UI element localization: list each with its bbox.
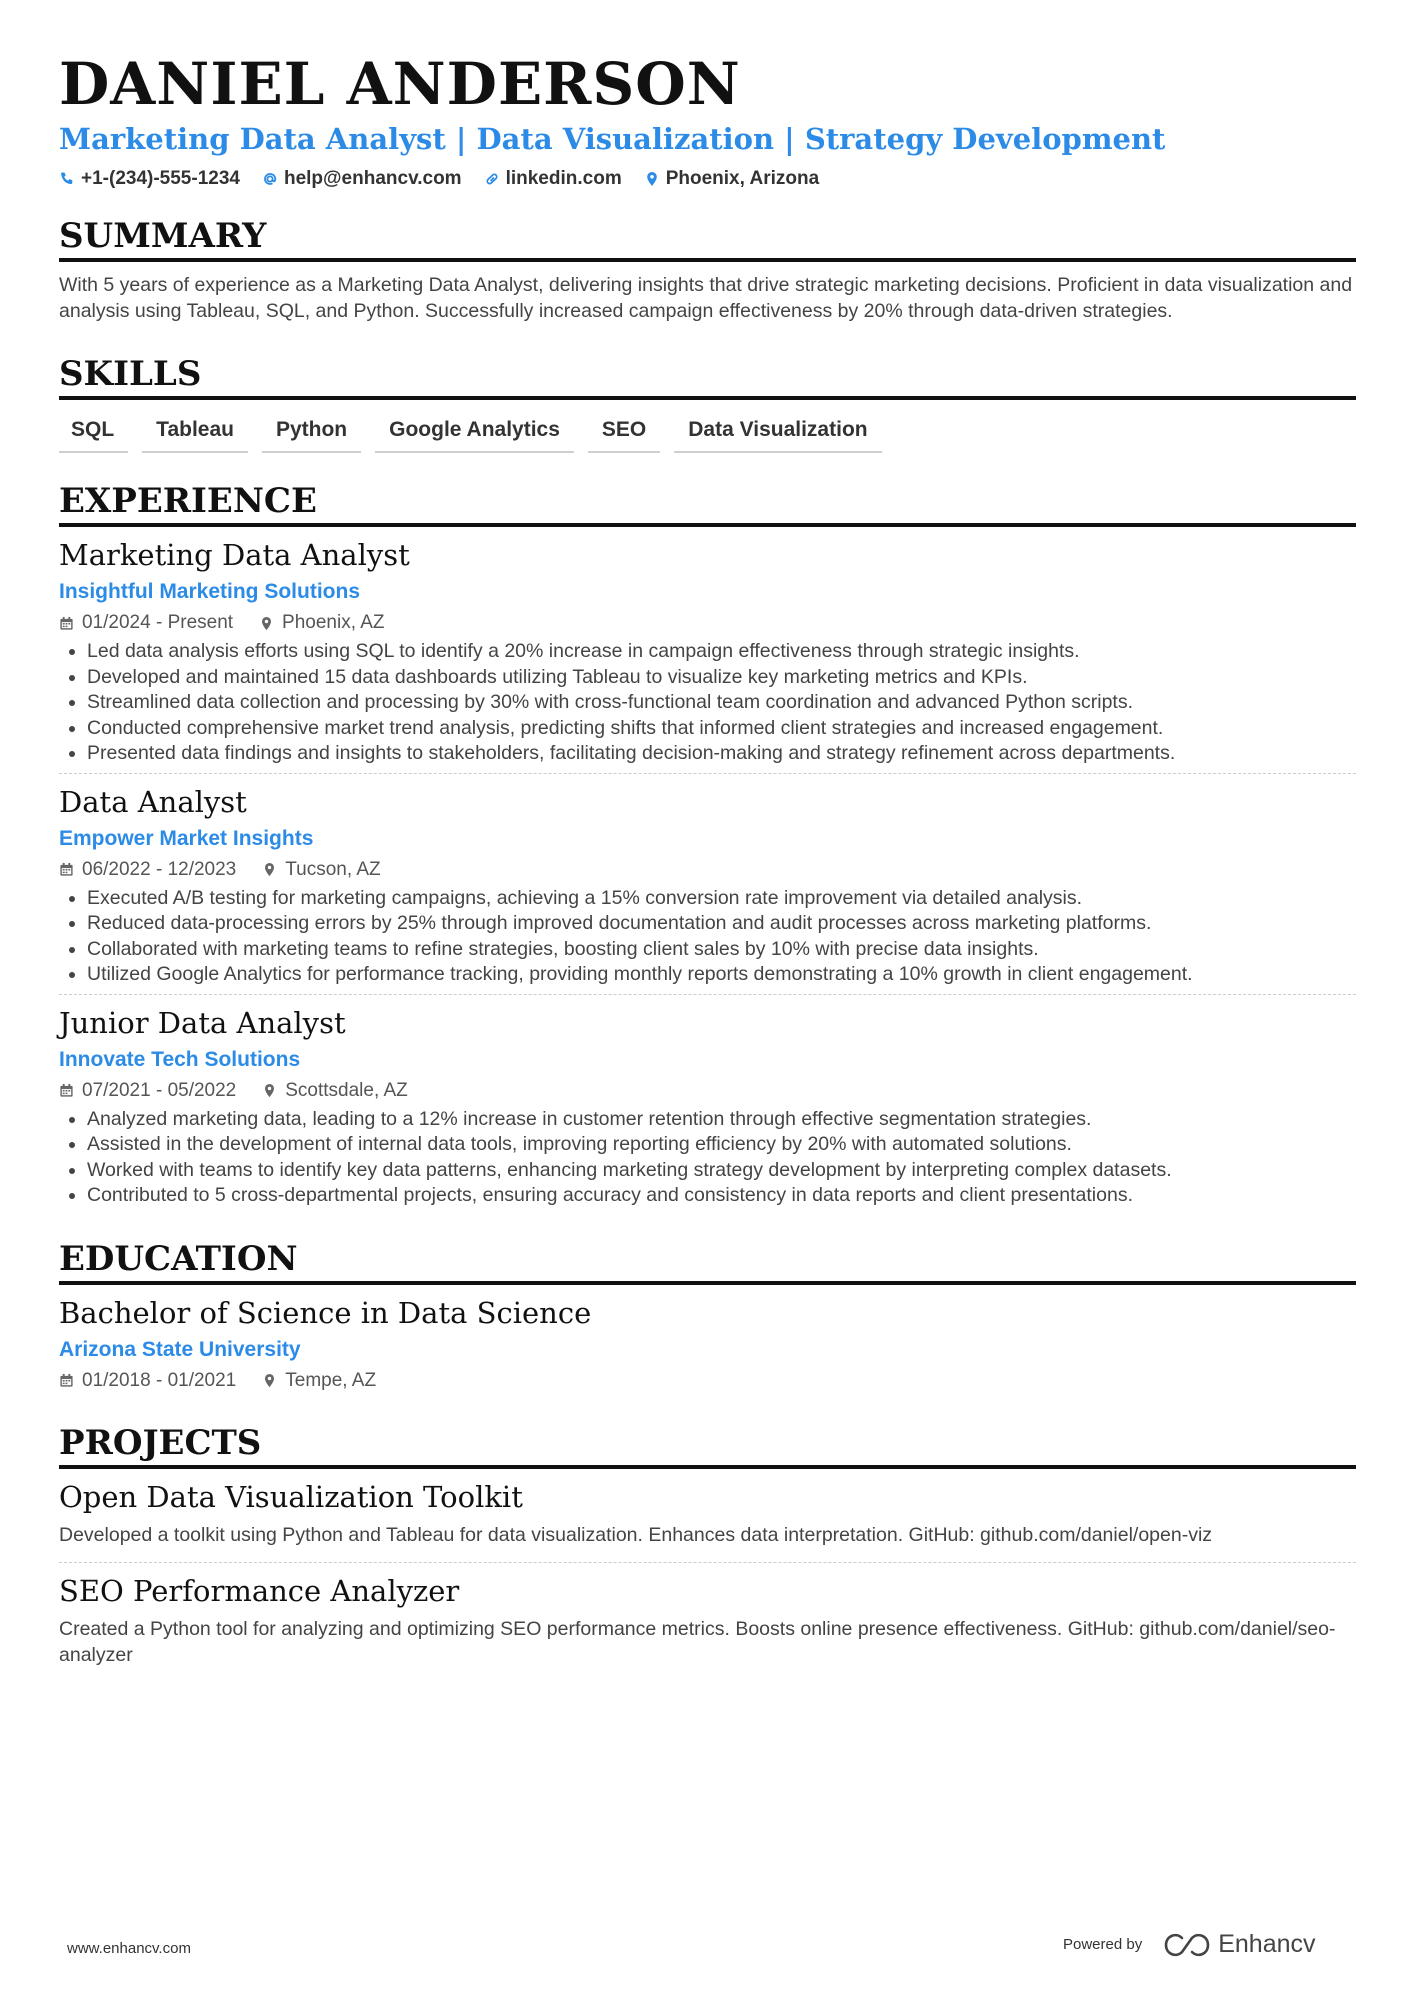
email-text: help@enhancv.com bbox=[283, 168, 462, 189]
phone-text: +1-(234)-555-1234 bbox=[81, 168, 240, 189]
contact-phone[interactable] bbox=[59, 168, 240, 190]
experience-entry bbox=[59, 527, 1356, 773]
bullet-item: • Assisted in the development of internal data tools, improving reporting efficiency by 20% with automated solutions. bbox=[87, 1132, 1356, 1158]
bullet-item: • Utilized Google Analytics for performance tracking, providing monthly reports demonstrating a 10% growth in client engagement. bbox=[87, 962, 1356, 988]
location-pin-icon bbox=[259, 616, 274, 631]
job-title: Data Analyst bbox=[59, 784, 247, 819]
job-location: Tucson, AZ bbox=[285, 858, 381, 880]
job-bullets bbox=[59, 639, 1356, 767]
bullet-item: • Led data analysis efforts using SQL to identify a 20% increase in campaign effectiveness through strategic insights. bbox=[87, 639, 1356, 665]
education-location: Tempe, AZ bbox=[285, 1369, 377, 1391]
job-meta bbox=[59, 1077, 1356, 1105]
project-entry bbox=[59, 1562, 1356, 1682]
contact-row bbox=[59, 168, 1356, 190]
phone-icon bbox=[59, 171, 75, 187]
enhancv-logo bbox=[1164, 1930, 1315, 1959]
job-meta bbox=[59, 609, 1356, 637]
powered-by-label: Powered by bbox=[1063, 1936, 1143, 1953]
skill-tag: Tableau bbox=[142, 414, 248, 453]
linkedin-text: linkedin.com bbox=[505, 168, 622, 189]
footer-website[interactable]: www.enhancv.com bbox=[67, 1940, 191, 1957]
candidate-name: DANIEL ANDERSON bbox=[59, 50, 741, 118]
education-meta bbox=[59, 1367, 1356, 1395]
location-pin-icon bbox=[262, 1373, 277, 1388]
job-dates: 01/2024 - Present bbox=[82, 612, 234, 633]
summary-text: With 5 years of experience as a Marketing Data Analyst, delivering insights that drive strategic marketing decisions. Proficient in data visualization and analysis using Tableau, SQL, and Python. Successfully increased campaign effectiveness by 20% through data-driven strategies. bbox=[59, 274, 1353, 322]
skills-section bbox=[59, 354, 1356, 453]
location-text: Phoenix, Arizona bbox=[665, 168, 820, 189]
experience-entry bbox=[59, 994, 1356, 1215]
education-entry bbox=[59, 1285, 1356, 1401]
bullet-item: • Presented data findings and insights to stakeholders, facilitating decision-making and strategy refinement across departments. bbox=[87, 741, 1356, 767]
section-title-education: EDUCATION bbox=[59, 1239, 1356, 1285]
calendar-icon bbox=[59, 616, 74, 631]
bullet-item: • Executed A/B testing for marketing campaigns, achieving a 15% conversion rate improvement via detailed analysis. bbox=[87, 886, 1356, 912]
job-location: Phoenix, AZ bbox=[282, 612, 385, 633]
job-title: Junior Data Analyst bbox=[59, 1005, 346, 1040]
project-title: Open Data Visualization Toolkit bbox=[59, 1479, 523, 1514]
location-pin-icon bbox=[262, 1083, 277, 1098]
project-title: SEO Performance Analyzer bbox=[59, 1574, 460, 1608]
link-icon bbox=[484, 171, 500, 187]
experience-section bbox=[59, 481, 1356, 1215]
location-pin-icon bbox=[262, 862, 277, 877]
project-entry bbox=[59, 1469, 1356, 1563]
headline: Marketing Data Analyst | Data Visualization | Strategy Development bbox=[59, 122, 1166, 156]
bullet-item: • Analyzed marketing data, leading to a 12% increase in customer retention through effective segmentation strategies. bbox=[87, 1107, 1356, 1133]
section-title-summary: SUMMARY bbox=[59, 216, 1356, 262]
section-title-skills: SKILLS bbox=[59, 354, 1356, 400]
calendar-icon bbox=[59, 1083, 74, 1098]
summary-section bbox=[59, 216, 1356, 324]
company-name: Empower Market Insights bbox=[59, 826, 314, 850]
bullet-item: • Contributed to 5 cross-departmental projects, ensuring accuracy and consistency in data reports and client presentations. bbox=[87, 1183, 1356, 1209]
job-dates: 07/2021 - 05/2022 bbox=[82, 1079, 237, 1101]
brand-name: Enhancv bbox=[1218, 1930, 1316, 1958]
project-description: Developed a toolkit using Python and Tableau for data visualization. Enhances data interpretation. GitHub: github.com/daniel/open-viz bbox=[59, 1523, 1213, 1546]
projects-section bbox=[59, 1423, 1356, 1683]
resume-page bbox=[59, 50, 1356, 1682]
job-location: Scottsdale, AZ bbox=[285, 1079, 408, 1101]
bullet-item: • Reduced data-processing errors by 25% through improved documentation and audit processes across marketing platforms. bbox=[87, 911, 1356, 937]
section-title-projects: PROJECTS bbox=[59, 1423, 1356, 1469]
job-bullets bbox=[59, 1107, 1356, 1209]
skill-tag: SQL bbox=[59, 414, 128, 453]
bullet-item: • Streamlined data collection and processing by 30% with cross-functional team coordination and advanced Python scripts. bbox=[87, 690, 1356, 716]
bullet-item: • Worked with teams to identify key data patterns, enhancing marketing strategy development by interpreting complex datasets. bbox=[87, 1158, 1356, 1184]
bullet-item: • Conducted comprehensive market trend analysis, predicting shifts that informed client strategies and increased engagement. bbox=[87, 716, 1356, 742]
bullet-item: • Developed and maintained 15 data dashboards utilizing Tableau to visualize key marketing metrics and KPIs. bbox=[87, 665, 1356, 691]
skill-tag: SEO bbox=[588, 414, 660, 453]
location-pin-icon bbox=[644, 171, 660, 187]
footer-branding[interactable] bbox=[1063, 1930, 1316, 1959]
skill-tag: Python bbox=[262, 414, 361, 453]
bullet-item: • Collaborated with marketing teams to refine strategies, boosting client sales by 10% with precise data insights. bbox=[87, 937, 1356, 963]
project-description: Created a Python tool for analyzing and optimizing SEO performance metrics. Boosts online presence effectiveness. GitHub: github.com/daniel/seo-analyzer bbox=[59, 1618, 1336, 1666]
section-title-experience: EXPERIENCE bbox=[59, 481, 1356, 527]
at-icon bbox=[262, 171, 278, 187]
skill-tag: Data Visualization bbox=[674, 414, 881, 453]
education-dates: 01/2018 - 01/2021 bbox=[82, 1369, 237, 1391]
school-name: Arizona State University bbox=[59, 1337, 301, 1361]
education-section bbox=[59, 1239, 1356, 1401]
contact-location bbox=[644, 168, 819, 190]
company-name: Insightful Marketing Solutions bbox=[59, 580, 360, 603]
job-bullets bbox=[59, 886, 1356, 988]
job-title: Marketing Data Analyst bbox=[59, 538, 410, 572]
contact-linkedin[interactable] bbox=[484, 168, 622, 190]
degree-title: Bachelor of Science in Data Science bbox=[59, 1295, 592, 1330]
calendar-icon bbox=[59, 1373, 74, 1388]
company-name: Innovate Tech Solutions bbox=[59, 1047, 301, 1071]
job-dates: 06/2022 - 12/2023 bbox=[82, 858, 237, 880]
job-meta bbox=[59, 856, 1356, 884]
calendar-icon bbox=[59, 862, 74, 877]
contact-email[interactable] bbox=[262, 168, 462, 190]
experience-entry bbox=[59, 773, 1356, 994]
skills-list bbox=[59, 414, 1356, 453]
skill-tag: Google Analytics bbox=[375, 414, 574, 453]
enhancv-logo-icon bbox=[1164, 1933, 1210, 1957]
